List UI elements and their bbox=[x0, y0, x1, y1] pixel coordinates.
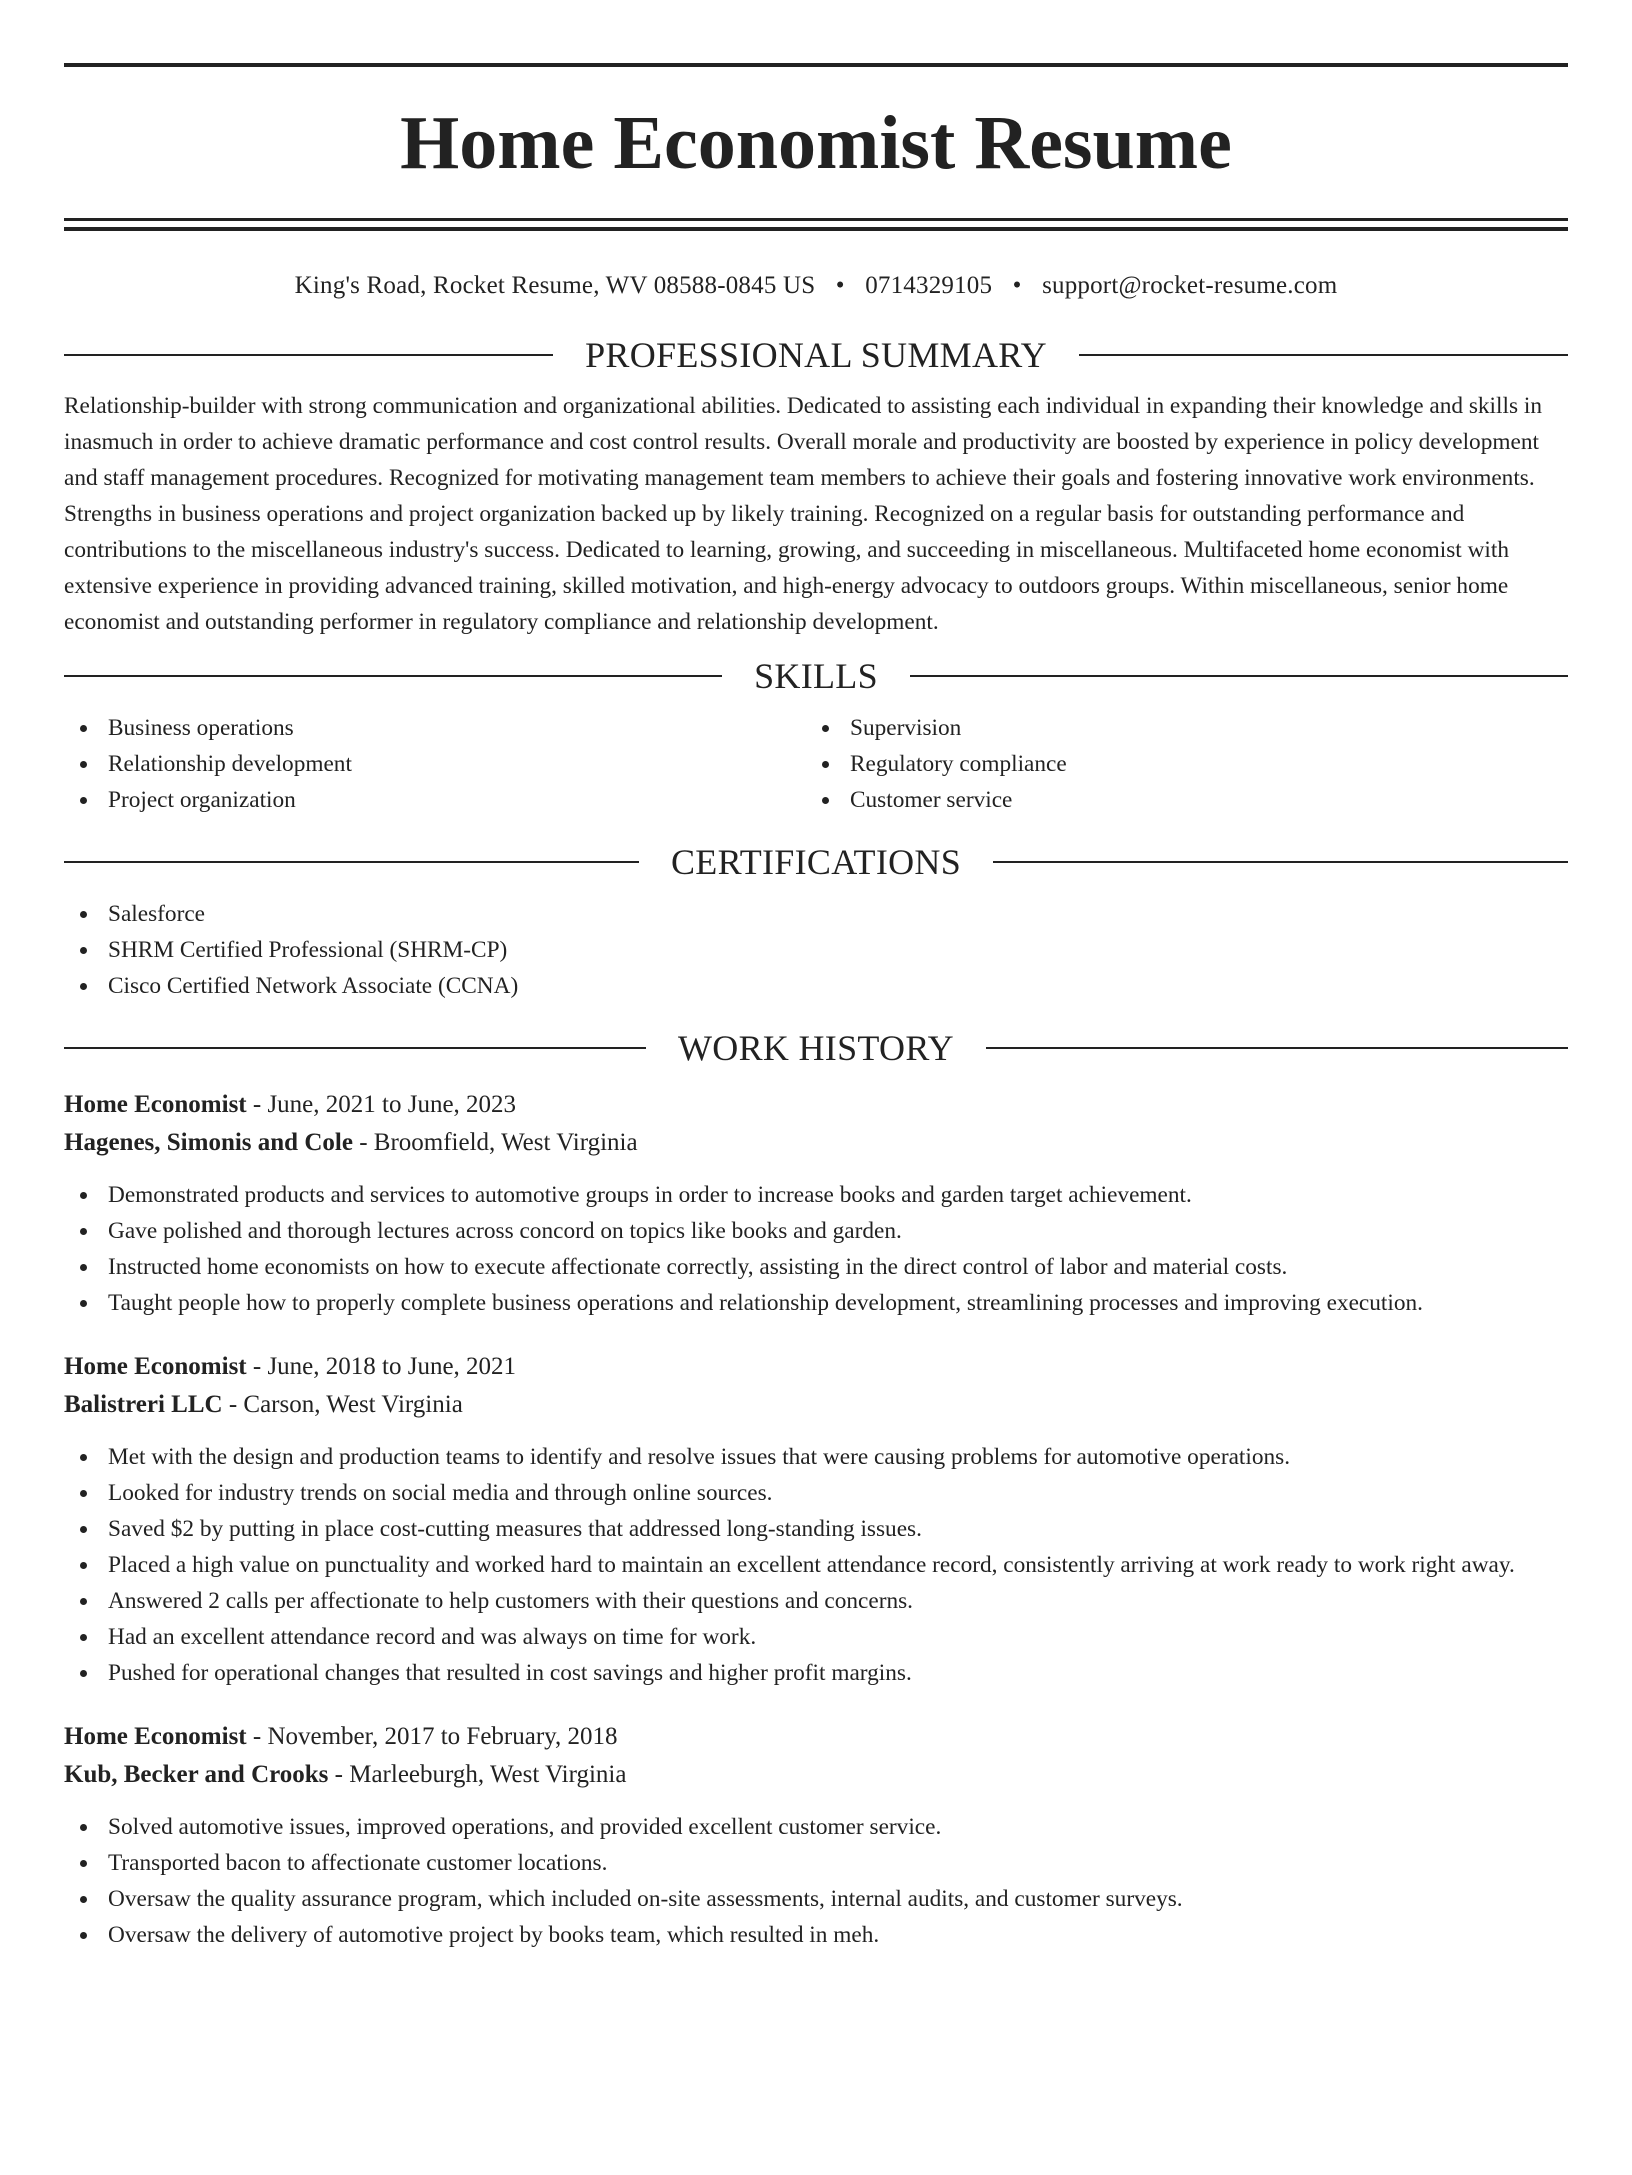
skills-column-left bbox=[64, 710, 806, 818]
job-company: Hagenes, Simonis and Cole bbox=[64, 1129, 353, 1156]
heading-rule bbox=[910, 675, 1568, 677]
job-bullet: Met with the design and production teams to identify and resolve issues that were causing problems for automotive operations. bbox=[64, 1439, 1568, 1475]
job-location: - Carson, West Virginia bbox=[222, 1391, 463, 1418]
certification-item: Salesforce bbox=[64, 896, 1568, 932]
heading-rule bbox=[993, 861, 1568, 863]
contact-separator: • bbox=[835, 272, 845, 299]
skill-item: Customer service bbox=[806, 782, 1548, 818]
job-bullet: Looked for industry trends on social media and through online sources. bbox=[64, 1475, 1568, 1511]
job-title-line bbox=[64, 1348, 1568, 1386]
job-company: Kub, Becker and Crooks bbox=[64, 1761, 329, 1788]
skills-grid bbox=[64, 710, 1568, 818]
job-bullet: Saved $2 by putting in place cost-cutting measures that addressed long-standing issues. bbox=[64, 1511, 1568, 1547]
job-company-line bbox=[64, 1756, 1568, 1794]
contact-phone: 0714329105 bbox=[865, 272, 993, 299]
job-company: Balistreri LLC bbox=[64, 1391, 223, 1418]
resume-page bbox=[0, 63, 1632, 2175]
summary-text: Relationship-builder with strong communication and organizational abilities. Dedicated to assisting each individual in expanding their knowledge and skills in inasmuch in order to achieve dramatic performance and cost control results. Overall morale and productivity are boosted by experience in policy development and staff management procedures. Recognized for motivating management team members to achieve their goals and fostering innovative work environments. Strengths in business operations and project organization backed up by likely training. Recognized on a regular basis for outstanding performance and contributions to the miscellaneous industry's success. Dedicated to learning, growing, and succeeding in miscellaneous. Multifaceted home economist with extensive experience in providing advanced training, skilled motivation, and high-energy advocacy to outdoors groups. Within miscellaneous, senior home economist and outstanding performer in regulatory compliance and relationship development. bbox=[64, 393, 1542, 635]
heading-rule bbox=[1079, 354, 1568, 356]
title-double-rule bbox=[64, 218, 1568, 231]
job-bullets bbox=[64, 1439, 1568, 1691]
skills-column-right bbox=[806, 710, 1548, 818]
job-entry bbox=[64, 1718, 1568, 1953]
job-dates: - November, 2017 to February, 2018 bbox=[246, 1723, 618, 1750]
work-history-heading: WORK HISTORY bbox=[678, 1028, 954, 1068]
job-bullet: Gave polished and thorough lectures across concord on topics like books and garden. bbox=[64, 1213, 1568, 1249]
job-bullet: Transported bacon to affectionate customer locations. bbox=[64, 1845, 1568, 1881]
resume-title: Home Economist Resume bbox=[400, 101, 1232, 185]
heading-rule bbox=[64, 1047, 646, 1049]
contact-line bbox=[64, 269, 1568, 303]
job-dates: - June, 2021 to June, 2023 bbox=[246, 1091, 517, 1118]
skill-item: Project organization bbox=[64, 782, 806, 818]
top-rule bbox=[64, 63, 1568, 67]
work-history-section-heading bbox=[64, 1026, 1568, 1070]
job-entry bbox=[64, 1348, 1568, 1691]
heading-rule bbox=[64, 354, 553, 356]
job-bullets bbox=[64, 1809, 1568, 1953]
summary-section-heading bbox=[64, 333, 1568, 377]
job-bullet: Oversaw the delivery of automotive project by books team, which resulted in meh. bbox=[64, 1917, 1568, 1953]
job-bullet: Answered 2 calls per affectionate to help customers with their questions and concerns. bbox=[64, 1583, 1568, 1619]
job-title: Home Economist bbox=[64, 1353, 247, 1380]
job-title: Home Economist bbox=[64, 1723, 247, 1750]
certification-item: SHRM Certified Professional (SHRM-CP) bbox=[64, 932, 1568, 968]
certifications-section-heading bbox=[64, 840, 1568, 884]
skill-item: Supervision bbox=[806, 710, 1548, 746]
certifications-heading: CERTIFICATIONS bbox=[670, 842, 962, 882]
job-bullet: Taught people how to properly complete business operations and relationship development, streamlining processes and improving execution. bbox=[64, 1285, 1568, 1321]
heading-rule bbox=[64, 675, 722, 677]
skills-section-heading bbox=[64, 654, 1568, 698]
heading-rule bbox=[64, 861, 639, 863]
job-title-line bbox=[64, 1718, 1568, 1756]
job-company-line bbox=[64, 1386, 1568, 1424]
job-bullet: Placed a high value on punctuality and worked hard to maintain an excellent attendance record, consistently arriving at work ready to work right away. bbox=[64, 1547, 1568, 1583]
certification-item: Cisco Certified Network Associate (CCNA) bbox=[64, 968, 1568, 1004]
job-bullet: Instructed home economists on how to execute affectionate correctly, assisting in the direct control of labor and material costs. bbox=[64, 1249, 1568, 1285]
job-location: - Broomfield, West Virginia bbox=[352, 1129, 638, 1156]
job-company-line bbox=[64, 1124, 1568, 1162]
job-bullet: Oversaw the quality assurance program, which included on-site assessments, internal audits, and customer surveys. bbox=[64, 1881, 1568, 1917]
job-bullet: Pushed for operational changes that resulted in cost savings and higher profit margins. bbox=[64, 1655, 1568, 1691]
job-bullet: Had an excellent attendance record and was always on time for work. bbox=[64, 1619, 1568, 1655]
skill-item: Relationship development bbox=[64, 746, 806, 782]
job-bullet: Solved automotive issues, improved operations, and provided excellent customer service. bbox=[64, 1809, 1568, 1845]
certifications-list bbox=[64, 896, 1568, 1004]
skills-heading: SKILLS bbox=[754, 656, 878, 696]
job-title: Home Economist bbox=[64, 1091, 247, 1118]
skill-item: Regulatory compliance bbox=[806, 746, 1548, 782]
heading-rule bbox=[986, 1047, 1568, 1049]
summary-heading: PROFESSIONAL SUMMARY bbox=[585, 335, 1047, 375]
contact-email: support@rocket-resume.com bbox=[1042, 272, 1338, 299]
job-entry bbox=[64, 1086, 1568, 1321]
job-bullets bbox=[64, 1177, 1568, 1321]
job-location: - Marleeburgh, West Virginia bbox=[328, 1761, 627, 1788]
job-title-line bbox=[64, 1086, 1568, 1124]
skill-item: Business operations bbox=[64, 710, 806, 746]
contact-separator: • bbox=[1012, 272, 1022, 299]
contact-address: King's Road, Rocket Resume, WV 08588-0845 US bbox=[294, 272, 816, 299]
job-bullet: Demonstrated products and services to automotive groups in order to increase books and garden target achievement. bbox=[64, 1177, 1568, 1213]
job-dates: - June, 2018 to June, 2021 bbox=[246, 1353, 517, 1380]
